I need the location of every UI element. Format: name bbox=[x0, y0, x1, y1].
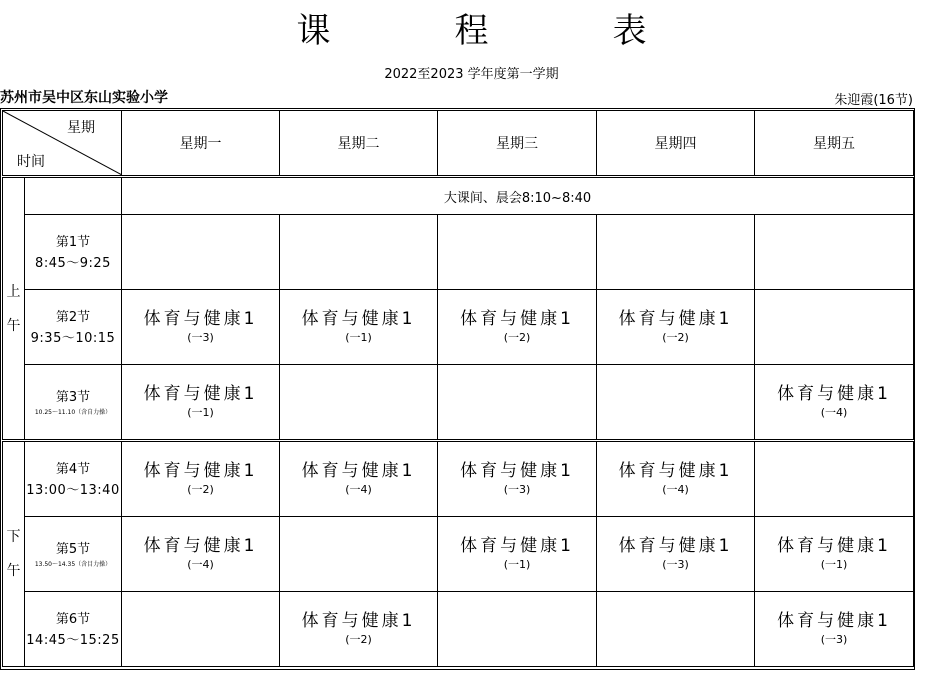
class-name: (一1) bbox=[820, 558, 848, 571]
lesson-cell bbox=[122, 441, 280, 517]
class-name: (一2) bbox=[662, 331, 689, 344]
course-name: 体育与健康1 bbox=[618, 309, 733, 329]
corner-weekday-label: 星期 bbox=[67, 120, 95, 136]
course-name: 体育与健康1 bbox=[460, 461, 574, 481]
course-name: 体育与健康1 bbox=[460, 536, 574, 556]
period-time: 9:35～10:15 bbox=[30, 331, 116, 346]
lesson-cell bbox=[597, 365, 755, 441]
period-row bbox=[3, 441, 914, 517]
assembly-time-cell bbox=[25, 177, 122, 215]
course-name: 体育与健康1 bbox=[777, 384, 891, 404]
lesson-cell bbox=[438, 441, 597, 517]
class-name: (一3) bbox=[820, 633, 848, 646]
course-name: 体育与健康1 bbox=[143, 309, 258, 329]
lesson-cell bbox=[438, 517, 597, 592]
period-row bbox=[3, 592, 914, 667]
period-label: 第5节 bbox=[55, 542, 91, 557]
class-name: (一3) bbox=[503, 483, 531, 496]
period-label-cell bbox=[25, 365, 122, 441]
period-row bbox=[3, 290, 914, 365]
title-char: 程 bbox=[454, 11, 551, 51]
course-name: 体育与健康1 bbox=[301, 461, 416, 481]
lesson-cell bbox=[438, 592, 597, 667]
lesson-cell bbox=[122, 517, 280, 592]
period-time: 13:00～13:40 bbox=[26, 483, 120, 498]
lesson-cell bbox=[122, 215, 280, 290]
title-char: 表 bbox=[612, 11, 709, 51]
afternoon-label bbox=[3, 441, 25, 667]
course-name: 体育与健康1 bbox=[777, 536, 891, 556]
lesson-cell bbox=[755, 517, 914, 592]
afternoon-char: 午 bbox=[6, 563, 21, 579]
lesson-cell bbox=[755, 215, 914, 290]
day-header: 星期三 bbox=[438, 111, 597, 177]
course-name: 体育与健康1 bbox=[143, 384, 258, 404]
lesson-cell bbox=[597, 517, 755, 592]
period-row bbox=[3, 517, 914, 592]
page-title bbox=[0, 8, 943, 58]
class-name: (一1) bbox=[503, 558, 531, 571]
lesson-cell bbox=[280, 365, 438, 441]
corner-cell bbox=[3, 111, 122, 177]
morning-char: 上 bbox=[6, 283, 21, 300]
lesson-cell bbox=[755, 365, 914, 441]
period-time: 13.50～14.35（含目力操） bbox=[34, 561, 112, 568]
lesson-cell bbox=[280, 517, 438, 592]
morning-char: 午 bbox=[6, 317, 21, 334]
class-name: (一2) bbox=[345, 633, 372, 646]
lesson-cell bbox=[755, 592, 914, 667]
period-time: 14:45～15:25 bbox=[26, 633, 120, 648]
assembly-row bbox=[3, 177, 914, 215]
class-name: (一4) bbox=[820, 406, 848, 419]
day-header: 星期五 bbox=[755, 111, 914, 177]
lesson-cell bbox=[755, 290, 914, 365]
period-label-cell bbox=[25, 290, 122, 365]
period-label: 第1节 bbox=[55, 235, 91, 250]
lesson-cell bbox=[280, 290, 438, 365]
class-name: (一4) bbox=[662, 483, 689, 496]
class-name: (一4) bbox=[345, 483, 372, 496]
afternoon-char: 下 bbox=[6, 529, 21, 545]
semester-subtitle: 2022至2023 学年度第一学期 bbox=[384, 67, 559, 82]
course-name: 体育与健康1 bbox=[301, 309, 416, 329]
period-time: 10.25～11.10（含自力操） bbox=[34, 409, 112, 416]
day-header: 星期二 bbox=[280, 111, 438, 177]
class-name: (一2) bbox=[187, 483, 214, 496]
lesson-cell bbox=[597, 441, 755, 517]
course-name: 体育与健康1 bbox=[143, 536, 258, 556]
timetable bbox=[2, 110, 914, 667]
school-name: 苏州市吴中区东山实验小学 bbox=[0, 90, 168, 106]
lesson-cell bbox=[122, 365, 280, 441]
lesson-cell bbox=[280, 215, 438, 290]
lesson-cell bbox=[755, 441, 914, 517]
lesson-cell bbox=[597, 290, 755, 365]
lesson-cell bbox=[438, 290, 597, 365]
lesson-cell bbox=[438, 215, 597, 290]
period-row bbox=[3, 215, 914, 290]
class-name: (一1) bbox=[187, 406, 214, 419]
lesson-cell bbox=[280, 441, 438, 517]
period-row bbox=[3, 365, 914, 441]
teacher-name: 朱迎霞(16节) bbox=[834, 93, 913, 108]
period-label-cell bbox=[25, 517, 122, 592]
course-name: 体育与健康1 bbox=[460, 309, 574, 329]
class-name: (一1) bbox=[345, 331, 372, 344]
course-name: 体育与健康1 bbox=[618, 536, 733, 556]
title-char: 课 bbox=[296, 11, 393, 51]
assembly-cell: 大课间、晨会8:10~8:40 bbox=[122, 177, 914, 215]
period-label-cell bbox=[25, 441, 122, 517]
period-label-cell bbox=[25, 592, 122, 667]
class-name: (一3) bbox=[662, 558, 689, 571]
period-label: 第3节 bbox=[55, 390, 91, 405]
class-name: (一2) bbox=[503, 331, 531, 344]
day-header: 星期四 bbox=[597, 111, 755, 177]
class-name: (一4) bbox=[187, 558, 214, 571]
period-label: 第2节 bbox=[55, 310, 91, 325]
morning-label bbox=[3, 177, 25, 441]
course-name: 体育与健康1 bbox=[618, 461, 733, 481]
corner-time-label: 时间 bbox=[17, 154, 45, 170]
lesson-cell bbox=[122, 290, 280, 365]
lesson-cell bbox=[597, 592, 755, 667]
period-label: 第6节 bbox=[55, 612, 91, 627]
period-label-cell bbox=[25, 215, 122, 290]
course-name: 体育与健康1 bbox=[301, 611, 416, 631]
lesson-cell bbox=[597, 215, 755, 290]
lesson-cell bbox=[438, 365, 597, 441]
period-label: 第4节 bbox=[55, 462, 91, 477]
class-name: (一3) bbox=[187, 331, 214, 344]
lesson-cell bbox=[122, 592, 280, 667]
course-name: 体育与健康1 bbox=[777, 611, 891, 631]
course-name: 体育与健康1 bbox=[143, 461, 258, 481]
period-time: 8:45～9:25 bbox=[35, 256, 111, 271]
lesson-cell bbox=[280, 592, 438, 667]
header-row bbox=[3, 111, 914, 177]
day-header: 星期一 bbox=[122, 111, 280, 177]
